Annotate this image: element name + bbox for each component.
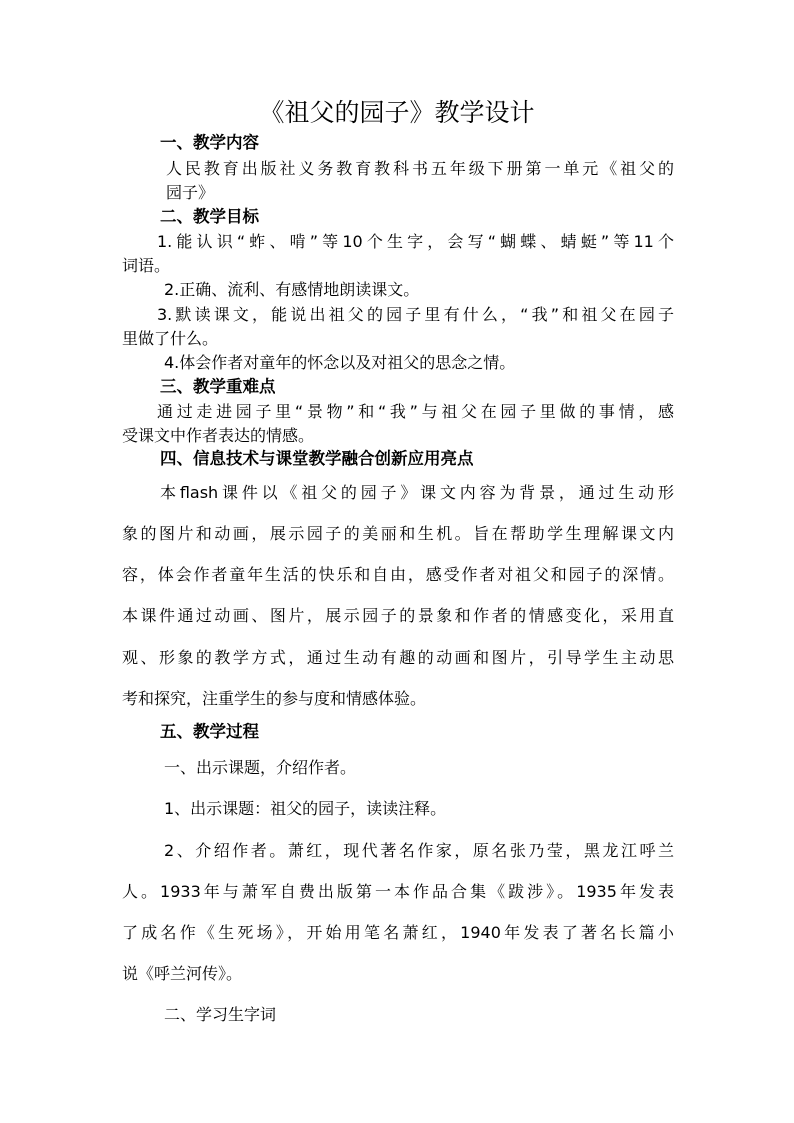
process-text-line: 一、出示课题，介绍作者。: [164, 758, 357, 777]
tech-text-line: 容，体会作者童年生活的快乐和自由，感受作者对祖父和园子的深情。: [122, 565, 674, 584]
section-heading-content: 一、教学内容: [160, 133, 259, 152]
tech-text-line: 本flash课件以《祖父的园子》课文内容为背景，通过生动形: [160, 483, 674, 502]
content-text-line: 人民教育出版社义务教育教科书五年级下册第一单元《祖父的: [166, 159, 674, 178]
content-text-line: 园子》: [166, 183, 215, 202]
process-text-line: 了成名作《生死场》，开始用笔名萧红，1940年发表了著名长篇小: [122, 923, 674, 942]
tech-text-line: 象的图片和动画，展示园子的美丽和生机。旨在帮助学生理解课文内: [122, 524, 674, 543]
tech-text-line: 考和探究，注重学生的参与度和情感体验。: [122, 689, 427, 708]
goal-text-line: 1.能认识“蚱、啃”等10个生字，会写“蝴蝶、蜻蜓”等11个: [157, 232, 674, 251]
goal-text-line: 里做了什么。: [122, 329, 219, 348]
key-point-text-line: 受课文中作者表达的情感。: [122, 426, 315, 445]
section-heading-key-points: 三、教学重难点: [160, 377, 276, 396]
goal-text-line: 3.默读课文，能说出祖父的园子里有什么，“我”和祖父在园子: [157, 305, 674, 324]
goal-text-line: 词语。: [122, 256, 171, 275]
process-text-line: 2、介绍作者。萧红，现代著名作家，原名张乃莹，黑龙江呼兰: [164, 841, 674, 860]
process-text-line: 说《呼兰河传》。: [122, 964, 243, 983]
section-heading-tech: 四、信息技术与课堂教学融合创新应用亮点: [160, 449, 474, 468]
goal-text-line: 4.体会作者对童年的怀念以及对祖父的思念之情。: [164, 353, 516, 372]
tech-text-line: 观、形象的教学方式，通过生动有趣的动画和图片，引导学生主动思: [122, 648, 674, 667]
key-point-text-line: 通过走进园子里“景物”和“我”与祖父在园子里做的事情，感: [157, 402, 674, 421]
process-text-line: 1、出示课题：祖父的园子，读读注释。: [164, 799, 447, 818]
document-title: 《祖父的园子》教学设计: [259, 98, 535, 127]
process-text-line: 二、学习生字词: [164, 1005, 277, 1024]
process-text-line: 人。1933年与萧军自费出版第一本作品合集《跋涉》。1935年发表: [122, 882, 674, 901]
goal-text-line: 2.正确、流利、有感情地朗读课文。: [164, 280, 420, 299]
tech-text-line: 本课件通过动画、图片，展示园子的景象和作者的情感变化，采用直: [122, 606, 674, 625]
section-heading-process: 五、教学过程: [160, 722, 259, 741]
section-heading-goals: 二、教学目标: [160, 207, 259, 226]
